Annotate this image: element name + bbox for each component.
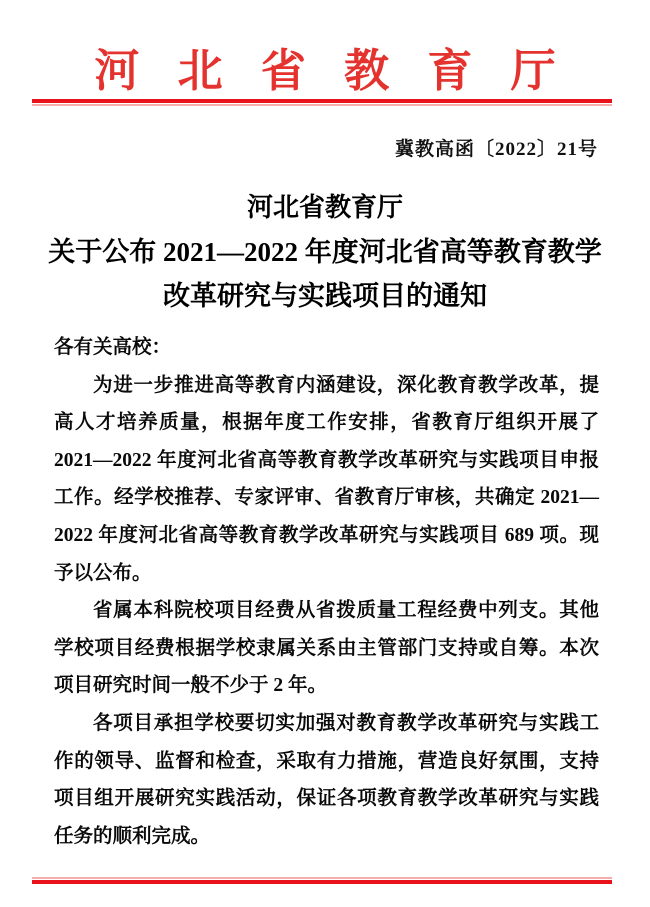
document-title-line-2: 关于公布 2021—2022 年度河北省高等教育教学 (48, 237, 602, 267)
body-paragraph-2: 省属本科院校项目经费从省拨质量工程经费中列支。其他学校项目经费根据学校隶属关系由主管部门支持或自筹。本次项目研究时间一般不少于 2 年。 (54, 600, 599, 697)
salutation: 各有关高校： (54, 337, 172, 358)
document-number: 冀教高函〔2022〕21号 (394, 139, 598, 160)
document-title-line-3: 改革研究与实践项目的通知 (163, 281, 487, 311)
document-title (0, 186, 650, 318)
footer-red-rule-thin (32, 877, 612, 879)
letterhead-red-rule (32, 99, 612, 106)
letterhead-red-rule-thin (32, 104, 612, 106)
letterhead-title: 河北省教育厅 (94, 46, 594, 96)
footer-red-rule (32, 877, 612, 884)
body-paragraph-3: 各项目承担学校要切实加强对教育教学改革研究与实践工作的领导、监督和检查，采取有力措施，营造良好氛围，支持项目组开展研究实践活动，保证各项教育教学改革研究与实践任务的顺利完成。 (54, 712, 599, 847)
document-body (54, 329, 599, 855)
body-paragraph-1: 为进一步推进高等教育内涵建设，深化教育教学改革，提高人才培养质量，根据年度工作安排，省教育厅组织开展了 2021—2022 年度河北省高等教育教学改革研究与实践项目申报工作。经学校推荐、专家评审、省教育厅审核，共确定 2021—2022 年度河北省高等教育教学改革研究与实践项目 689 项。现予以公布。 (54, 374, 599, 584)
letterhead-red-rule-thick (32, 99, 612, 103)
footer-red-rule-thick (32, 880, 612, 884)
document-title-line-1: 河北省教育厅 (246, 193, 403, 222)
